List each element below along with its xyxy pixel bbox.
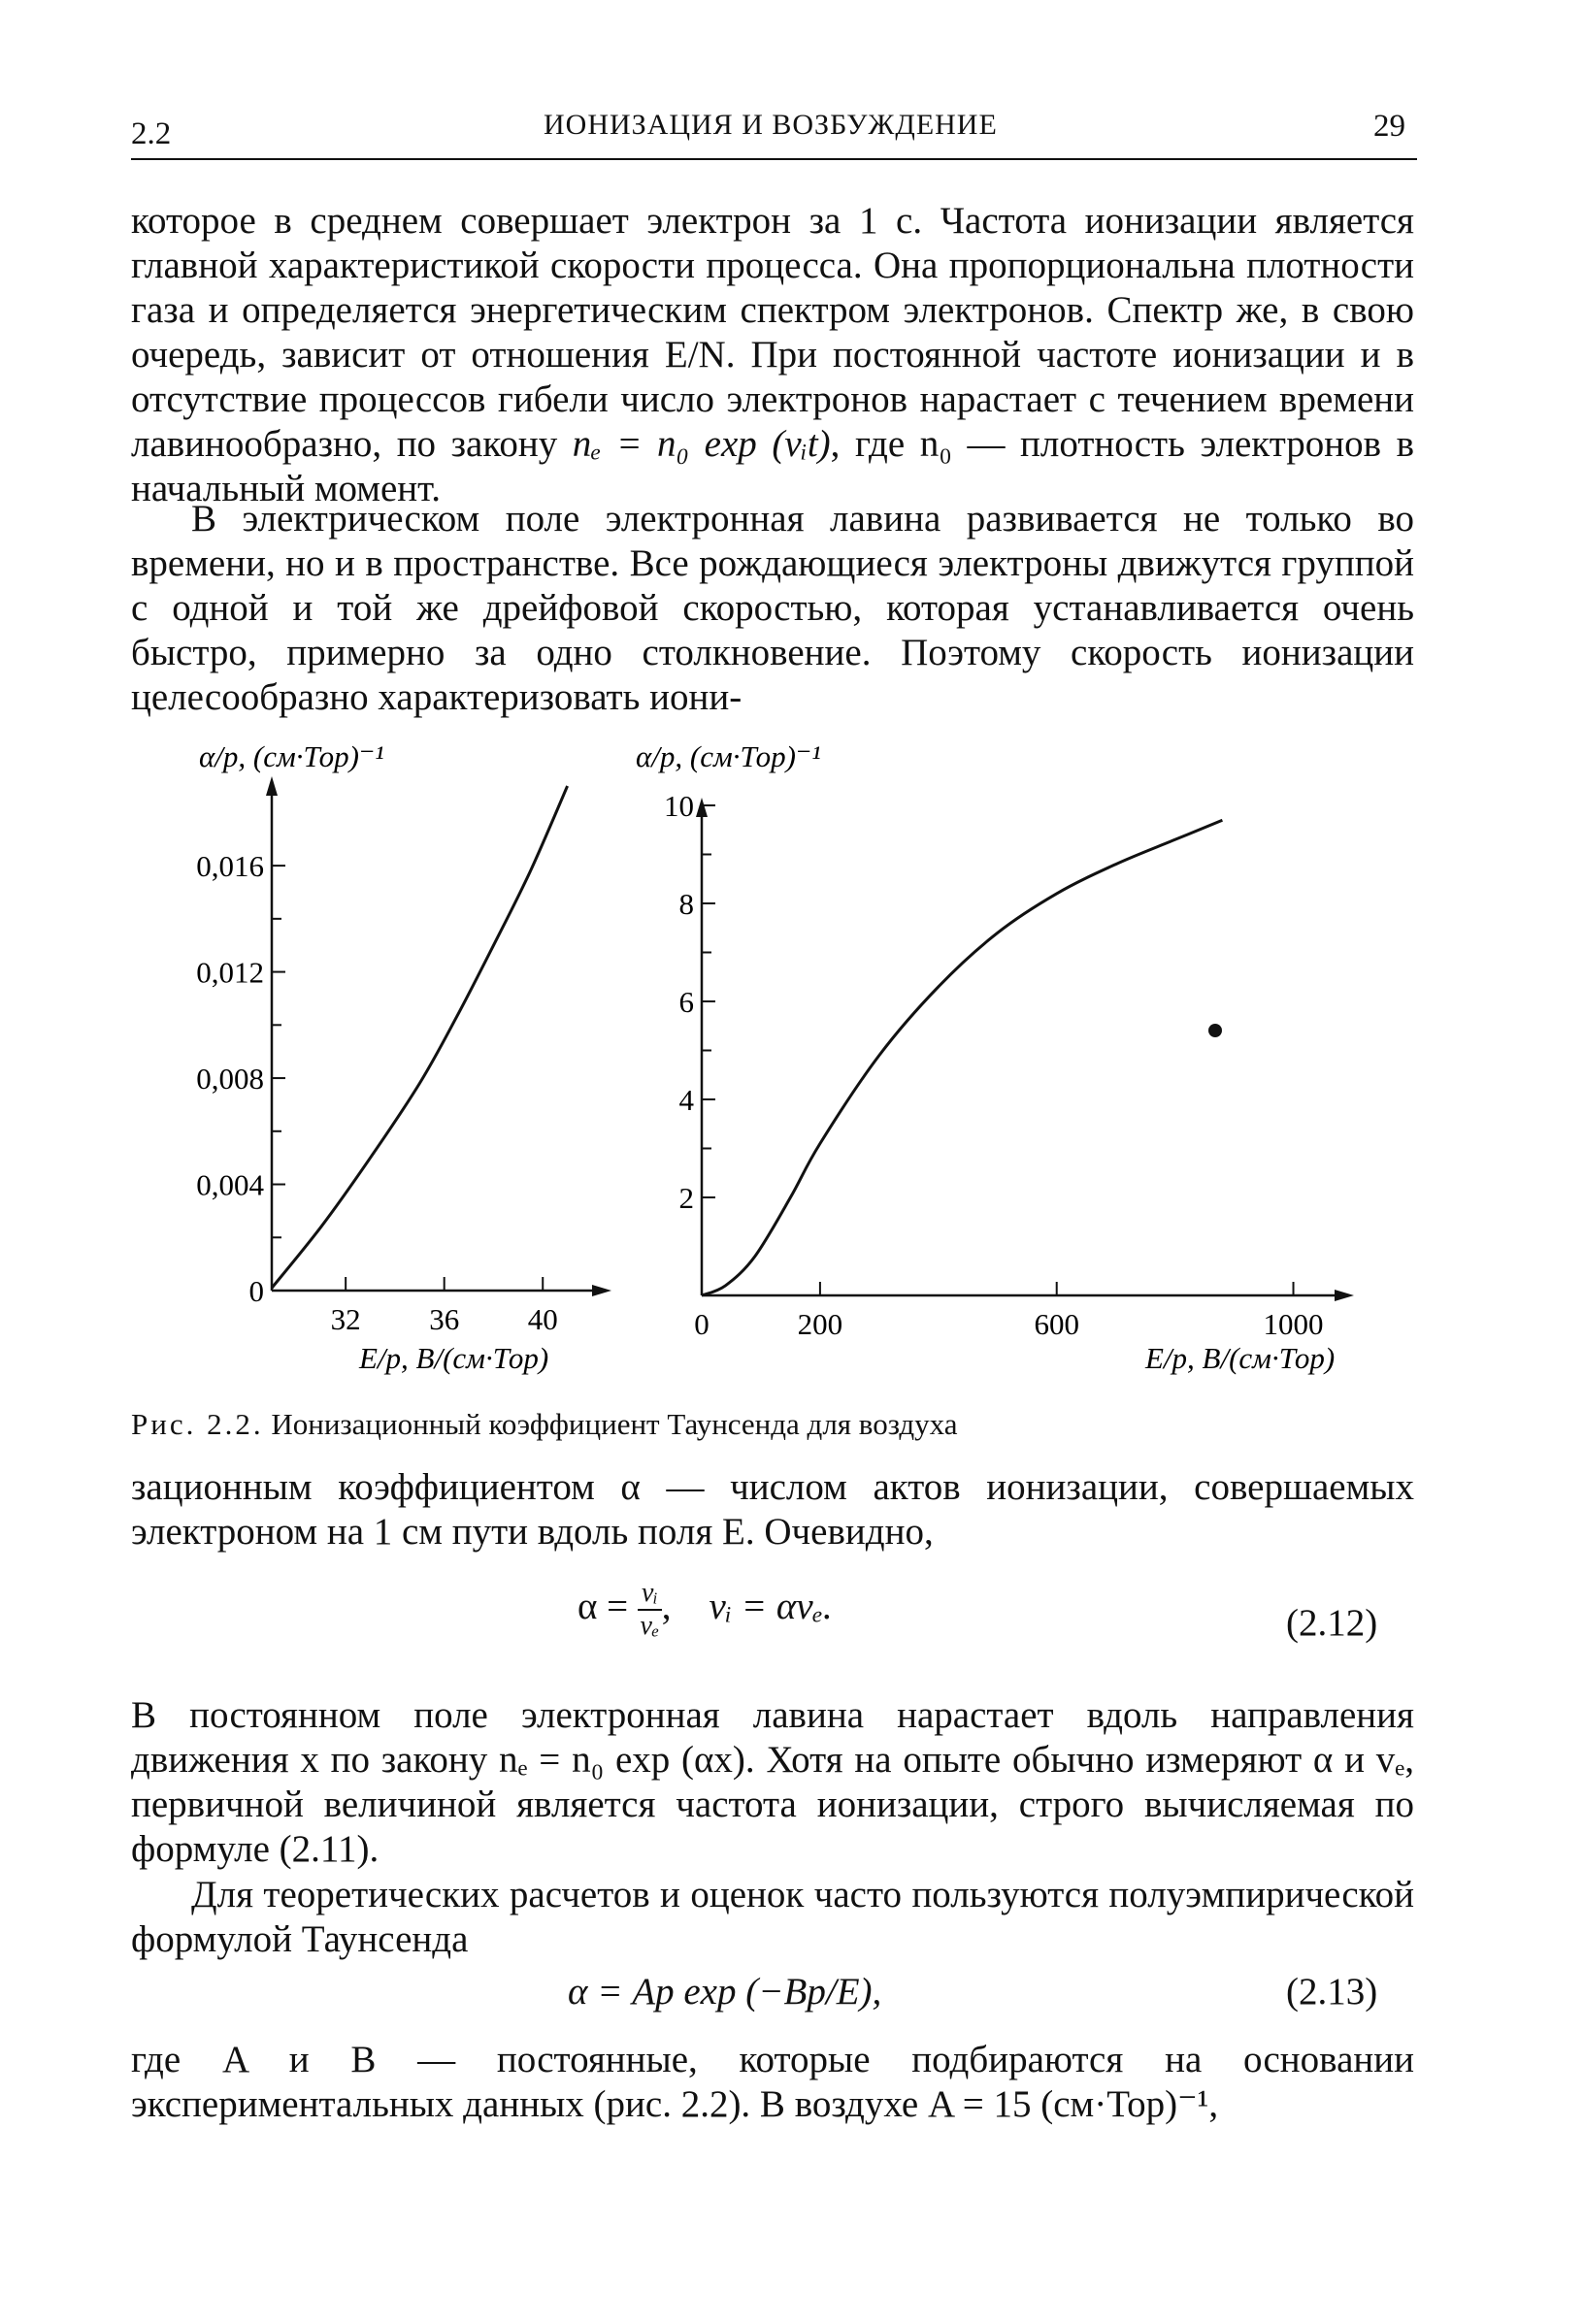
x-tick-label: 1000 [1263, 1307, 1324, 1341]
y-tick-label: 8 [678, 887, 694, 921]
page-number: 29 [1373, 109, 1405, 144]
running-title: ИОНИЗАЦИЯ И ВОЗБУЖДЕНИЕ [544, 109, 998, 141]
paragraph-2: В электрическом поле электронная лавина развивается не только во времени, но и в пространстве. Все рождающиеся электроны движутся группой с одной и той же дрейфовой скоростью, которая устанавливается очень быстро, примерно за одно столкновение. Поэтому скорость ионизации целесообразно характеризовать иони- [131, 498, 1414, 718]
series-line [702, 820, 1222, 1295]
caption-text: Ионизационный коэффициент Таунсенда для воздуха [271, 1407, 958, 1441]
left-chart [196, 739, 611, 1375]
right-chart [636, 739, 1354, 1375]
paragraph-4: В постоянном поле электронная лавина нарастает вдоль направления движения x по закону nₑ = n₀ exp (αx). Хотя на опыте обычно измеряют α и vₑ, первичной величиной является частота ионизации, строго вычисляемая по формуле (2.11). [131, 1694, 1414, 1870]
eq-2-12-fraction [638, 1580, 662, 1640]
figure-caption [131, 1407, 958, 1442]
right-x-axis-label: E/p, В/(см·Тор) [1145, 1341, 1336, 1375]
eq-2-12-rhs: νᵢ = αvₑ. [709, 1585, 833, 1627]
paragraph-5: Для теоретических расчетов и оценок часто пользуются полуэмпирической формулой Таунсенда [131, 1874, 1414, 1960]
x-tick-label: 0 [694, 1307, 710, 1341]
eq-2-12-lhs: α = [578, 1585, 629, 1627]
y-tick-label: 2 [678, 1181, 694, 1215]
x-tick-label: 200 [797, 1307, 843, 1341]
y-tick-label: 4 [678, 1083, 694, 1117]
left-x-axis-label: E/p, В/(см·Тор) [359, 1341, 549, 1375]
paragraph-1-end: , где n₀ — плотность электронов в начальный момент. [131, 423, 1415, 509]
paragraph-6: где A и B — постоянные, которые подбираются на основании экспериментальных данных (рис. 2.2). В воздухе A = 15 (см·Тор)⁻¹, [131, 2039, 1414, 2125]
right-y-axis-label: α/p, (см·Тор)⁻¹ [636, 739, 821, 773]
left-y-axis-arrow [266, 776, 278, 796]
equation-2-12: α = $\frac{\text{νᵢ}}{\text{vₑ}}$ , νᵢ = αvₑ. [578, 1578, 833, 1641]
paragraph-1-text: которое в среднем совершает электрон за 1 с. Частота ионизации является главной характеристикой скорости процесса. Она пропорциональна плотности газа и определяется энергетическим спектром электронов. Спектр же, в свою очередь, зависит от отношения E/N. При постоянной частоте ионизации и в отсутствие процессов гибели число электронов нарастает с течением времени лавинообразно, по закону [131, 200, 1414, 465]
series-line [272, 786, 568, 1288]
x-tick-label: 40 [527, 1302, 558, 1336]
left-y-axis-label: α/p, (см·Тор)⁻¹ [199, 739, 384, 773]
x-tick-label: 36 [429, 1302, 460, 1336]
equation-2-12-number: (2.12) [1286, 1602, 1378, 1644]
equation-2-13: α = Ap exp (−Bp/E), [568, 1971, 882, 2013]
right-x-axis-arrow [1335, 1290, 1354, 1301]
x-tick-label: 600 [1034, 1307, 1079, 1341]
eq-2-12-denominator: vₑ [640, 1611, 660, 1641]
right-y-axis-arrow [696, 798, 708, 817]
x-tick-label: 32 [330, 1302, 361, 1336]
y-tick-label: 10 [664, 789, 694, 823]
y-tick-label: 0 [248, 1274, 264, 1308]
stray-dot [1208, 1024, 1222, 1037]
y-tick-label: 0,016 [196, 849, 264, 884]
paragraph-3: зационным коэффициентом α — числом актов ионизации, совершаемых электроном на 1 см пути вдоль поля E. Очевидно, [131, 1466, 1414, 1553]
inline-formula: nₑ = n₀ exp (νᵢt) [572, 423, 831, 465]
caption-label: Рис. 2.2. [131, 1407, 264, 1441]
y-tick-label: 0,012 [196, 955, 264, 990]
y-tick-label: 0,004 [196, 1167, 264, 1202]
section-number: 2.2 [131, 116, 172, 151]
eq-2-12-numerator: νᵢ [638, 1580, 662, 1611]
left-x-axis-arrow [592, 1285, 611, 1296]
y-tick-label: 6 [678, 985, 694, 1019]
equation-2-13-number: (2.13) [1286, 1971, 1378, 2013]
y-tick-label: 0,008 [196, 1062, 264, 1097]
